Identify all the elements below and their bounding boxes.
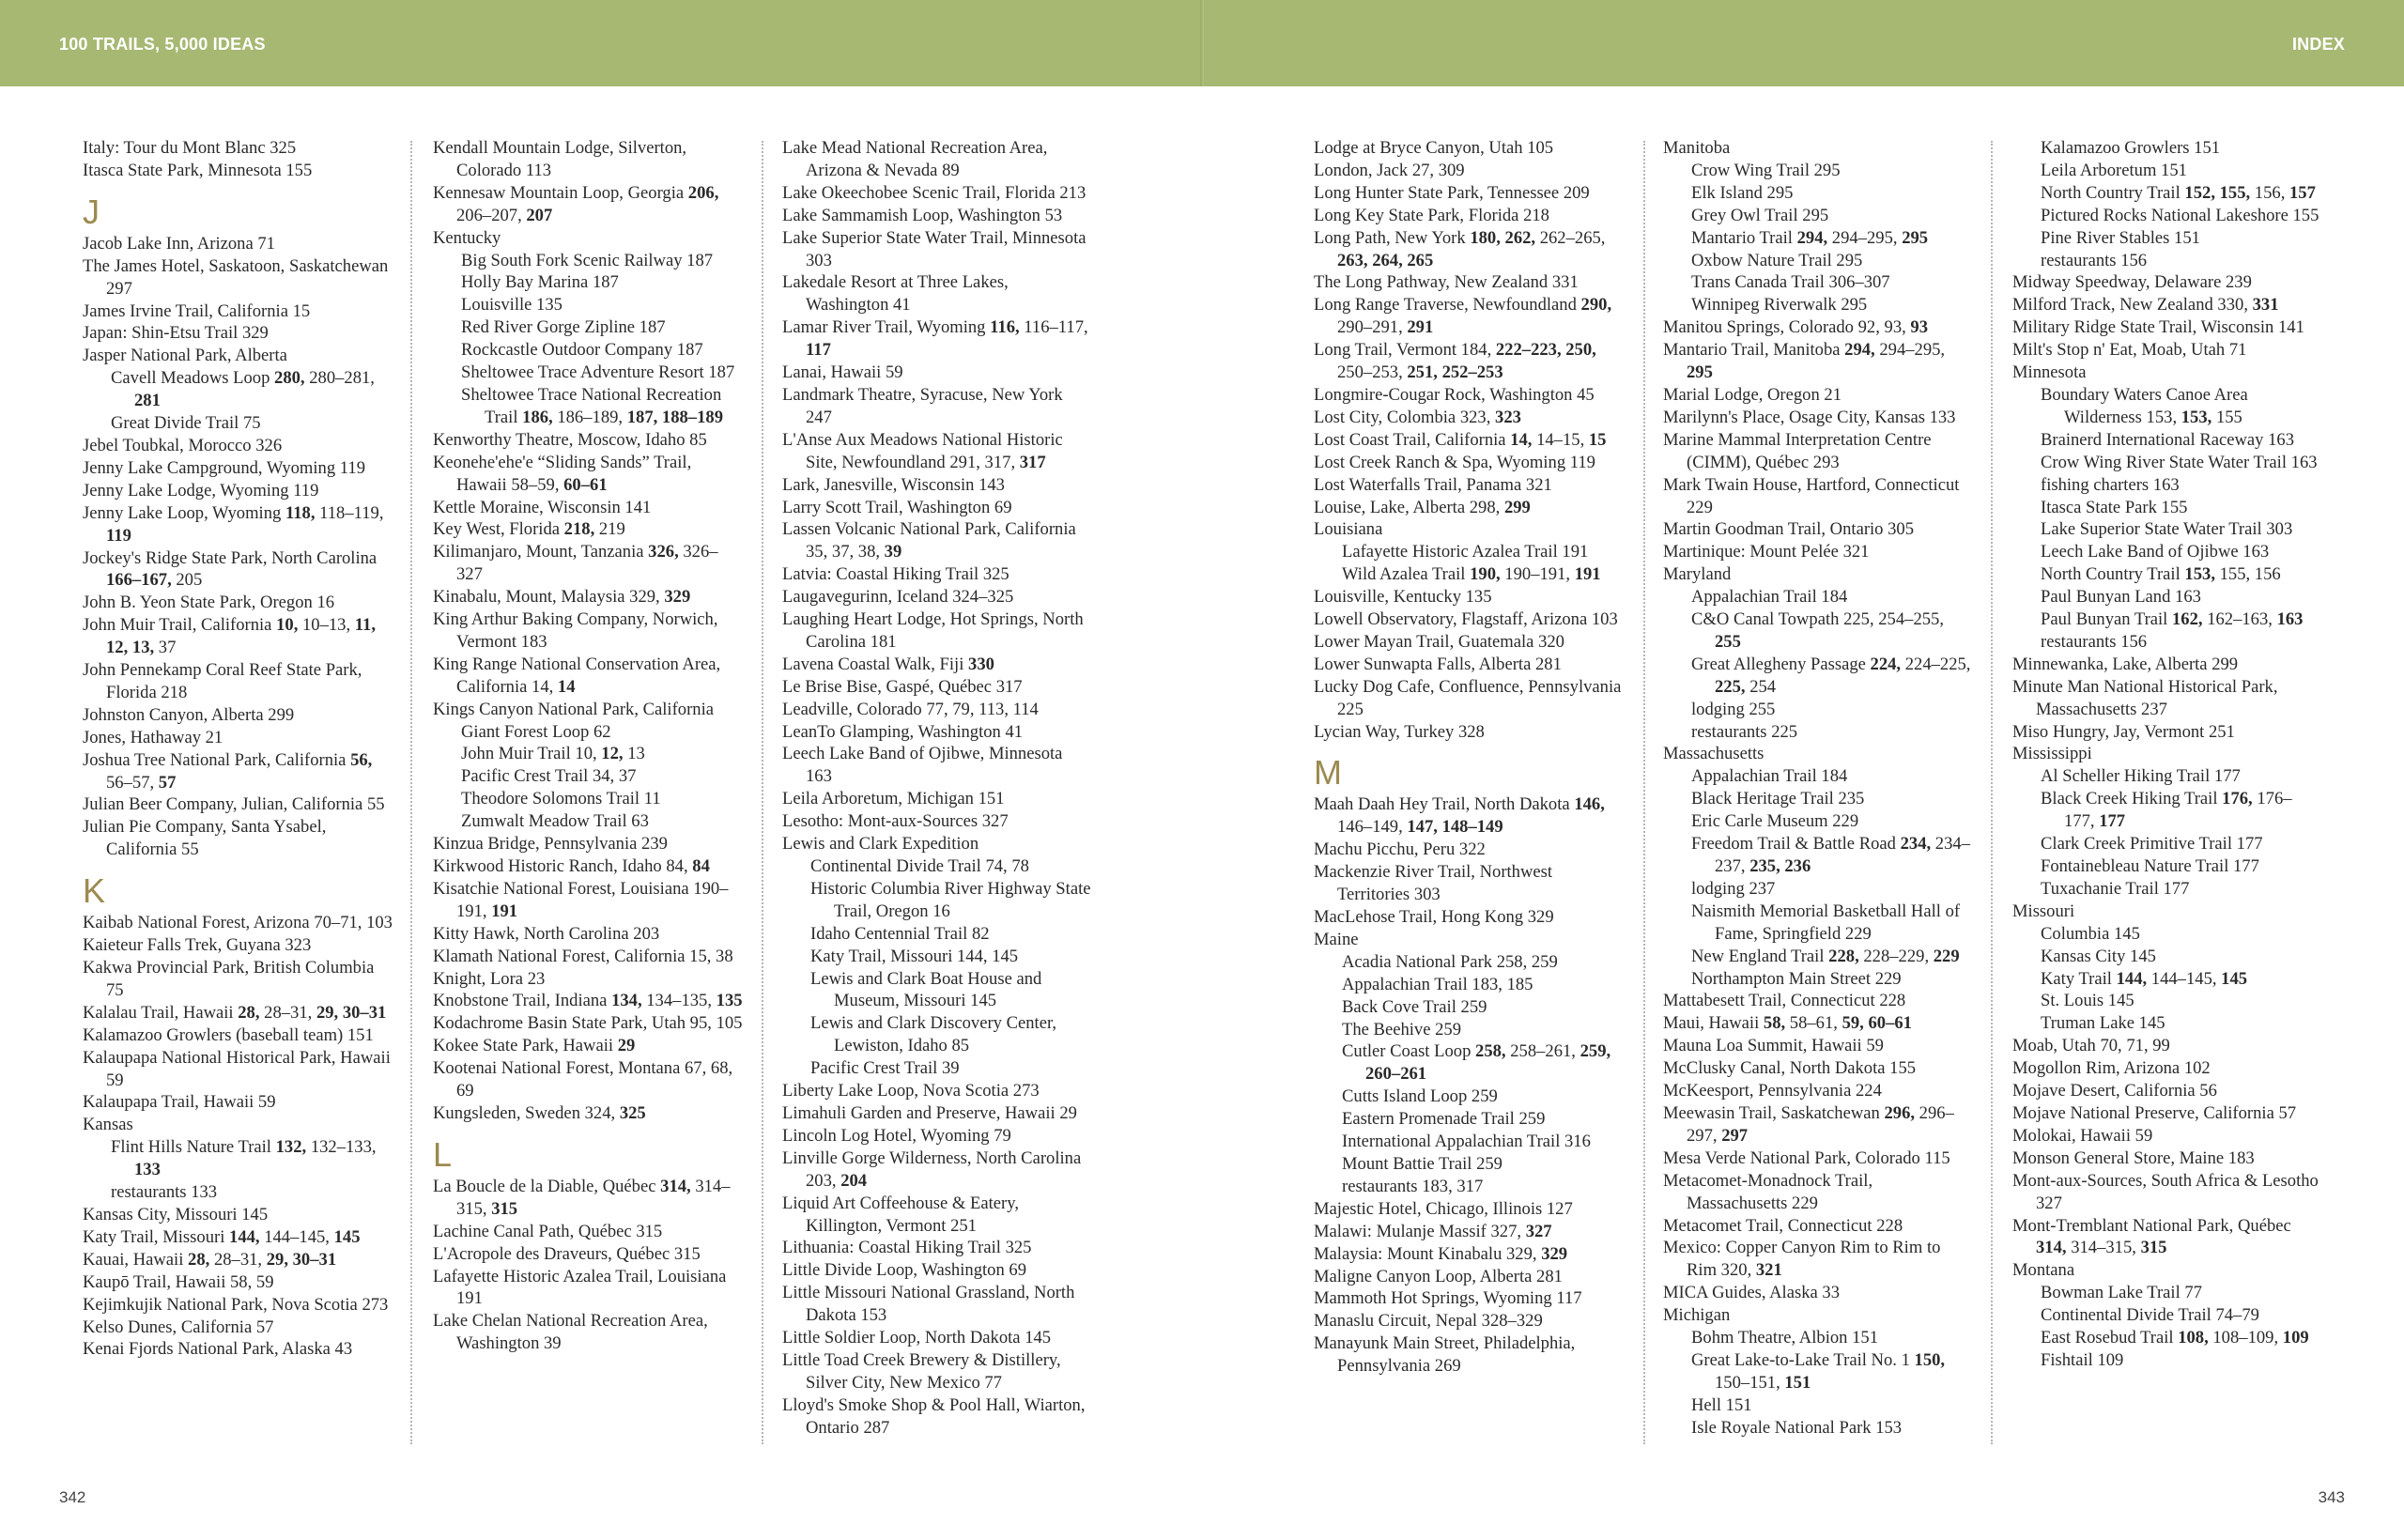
index-entry: Lower Sunwapta Falls, Alberta 281: [1314, 654, 1562, 674]
index-entry: Michigan: [1663, 1305, 1731, 1326]
index-entry: Military Ridge State Trail, Wisconsin 141: [2012, 317, 2304, 338]
index-subentry: lodging 255: [1691, 699, 1776, 719]
index-entry: Mont-Tremblant National Park, Québec 314, 314–315, 315: [2012, 1215, 2291, 1258]
index-subentry: Brainerd International Raceway 163: [2041, 429, 2295, 450]
index-entry: Kelso Dunes, California 57: [83, 1317, 274, 1337]
index-entry: London, Jack 27, 309: [1314, 160, 1465, 180]
index-entry: Moab, Utah 70, 71, 99: [2012, 1036, 2170, 1056]
section-letter: K: [83, 871, 106, 911]
index-subentry: Wild Azalea Trail 190, 190–191, 191: [1342, 564, 1601, 585]
index-subentry: The Beehive 259: [1342, 1019, 1462, 1040]
index-entry: Kaupō Trail, Hawaii 58, 59: [83, 1271, 274, 1292]
index-entry: Meewasin Trail, Saskatchewan 296, 296–297, 297: [1663, 1102, 1954, 1146]
index-subentry: Sheltowee Trace Adventure Resort 187: [461, 362, 735, 383]
index-subentry: Theodore Solomons Trail 11: [461, 789, 661, 809]
index-entry: Jenny Lake Loop, Wyoming 118, 118–119, 119: [83, 502, 384, 546]
index-entry: Little Missouri National Grassland, North Dakota 153: [782, 1283, 1075, 1326]
index-entry: Malaysia: Mount Kinabalu 329, 329: [1314, 1243, 1568, 1264]
index-subentry: Katy Trail 144, 144–145, 145: [2041, 968, 2248, 989]
index-entry: Mesa Verde National Park, Colorado 115: [1663, 1147, 1950, 1168]
index-entry: Marine Mammal Interpretation Centre (CIMM), Québec 293: [1663, 429, 1932, 472]
index-entry: Larry Scott Trail, Washington 69: [782, 497, 1012, 517]
index-entry: Kinabalu, Mount, Malaysia 329, 329: [433, 587, 691, 608]
index-entry: Itasca State Park, Minnesota 155: [83, 160, 313, 180]
index-subentry: Black Creek Hiking Trail 176, 176–177, 177: [2041, 789, 2292, 832]
index-entry: Italy: Tour du Mont Blanc 325: [83, 138, 297, 158]
index-entry: Lachine Canal Path, Québec 315: [433, 1221, 663, 1241]
index-subentry: Black Heritage Trail 235: [1691, 789, 1865, 809]
index-entry: Lake Superior State Water Trail, Minnesota 303: [782, 227, 1086, 270]
index-subentry: Lewis and Clark Boat House and Museum, Missouri 145: [810, 968, 1042, 1011]
index-subentry: Cutler Coast Loop 258, 258–261, 259, 260–261: [1342, 1041, 1611, 1085]
section-letter: M: [1314, 753, 1342, 793]
index-entry: Lassen Volcanic National Park, California 35, 37, 38, 39: [782, 519, 1076, 562]
index-subentry: Itasca State Park 155: [2041, 497, 2188, 517]
index-entry: Lloyd's Smoke Shop & Pool Hall, Wiarton, Ontario 287: [782, 1394, 1086, 1438]
index-entry: Kisatchie National Forest, Louisiana 190–191, 191: [433, 878, 729, 921]
book-title: 100 TRAILS, 5,000 IDEAS: [59, 35, 266, 54]
index-subentry: Continental Divide Trail 74–79: [2041, 1305, 2259, 1326]
index-subentry: Mantario Trail 294, 294–295, 295: [1691, 227, 1929, 248]
index-entry: Mojave National Preserve, California 57: [2012, 1102, 2297, 1123]
index-entry: Kodachrome Basin State Park, Utah 95, 105: [433, 1013, 743, 1034]
index-entry: Jones, Hathaway 21: [83, 727, 223, 747]
index-subentry: Columbia 145: [2041, 923, 2140, 944]
index-entry: Kenworthy Theatre, Moscow, Idaho 85: [433, 429, 707, 450]
index-entry: Louisville, Kentucky 135: [1314, 587, 1492, 608]
index-subentry: Katy Trail, Missouri 144, 145: [810, 946, 1019, 966]
index-entry: James Irvine Trail, California 15: [83, 300, 311, 321]
index-entry: John B. Yeon State Park, Oregon 16: [83, 593, 335, 613]
index-entry: Kalalau Trail, Hawaii 28, 28–31, 29, 30–31: [83, 1002, 387, 1023]
index-subentry: Mount Battie Trail 259: [1342, 1153, 1502, 1174]
index-entry: MICA Guides, Alaska 33: [1663, 1283, 1840, 1303]
index-entry: Kaieteur Falls Trek, Guyana 323: [83, 935, 312, 956]
index-entry: Katy Trail, Missouri 144, 144–145, 145: [83, 1226, 361, 1247]
index-entry: La Boucle de la Diable, Québec 314, 314–315, 315: [433, 1176, 731, 1219]
index-subentry: restaurants 225: [1691, 721, 1798, 742]
index-entry: Longmire-Cougar Rock, Washington 45: [1314, 384, 1595, 405]
page-spine: [1200, 0, 1204, 86]
index-subentry: Bowman Lake Trail 77: [2041, 1283, 2202, 1303]
index-entry: LeanTo Glamping, Washington 41: [782, 721, 1024, 742]
index-entry: The James Hotel, Saskatoon, Saskatchewan 297: [83, 255, 389, 299]
index-entry: Mississippi: [2012, 744, 2092, 764]
index-subentry: Great Divide Trail 75: [111, 413, 261, 434]
index-entry: Kirkwood Historic Ranch, Idaho 84, 84: [433, 856, 710, 876]
index-entry: Lost Waterfalls Trail, Panama 321: [1314, 474, 1552, 495]
index-entry: McClusky Canal, North Dakota 155: [1663, 1058, 1917, 1079]
index-subentry: Zumwalt Meadow Trail 63: [461, 811, 649, 832]
index-subentry: Sheltowee Trace National Recreation Trail 186, 186–189, 187, 188–189: [461, 384, 723, 427]
index-entry: Milford Track, New Zealand 330, 331: [2012, 295, 2279, 316]
index-subentry: Crow Wing River State Water Trail 163: [2041, 452, 2318, 472]
index-entry: John Muir Trail, California 10, 10–13, 11, 12, 13, 37: [83, 615, 376, 658]
index-entry: Johnston Canyon, Alberta 299: [83, 704, 295, 725]
section-title: INDEX: [2291, 35, 2345, 54]
index-entry: Maryland: [1663, 564, 1732, 585]
index-entry: Little Toad Creek Brewery & Distillery, Silver City, New Mexico 77: [782, 1349, 1061, 1393]
index-entry: Le Brise Bise, Gaspé, Québec 317: [782, 676, 1023, 697]
index-subentry: International Appalachian Trail 316: [1342, 1132, 1591, 1152]
index-subentry: Kalamazoo Growlers 151: [2041, 138, 2221, 158]
index-entry: Molokai, Hawaii 59: [2012, 1125, 2153, 1146]
index-entry: Lark, Janesville, Wisconsin 143: [782, 474, 1005, 495]
index-subentry: Trans Canada Trail 306–307: [1691, 272, 1890, 293]
index-entry: Liquid Art Coffeehouse & Eatery, Killington, Vermont 251: [782, 1193, 1019, 1236]
index-entry: Kootenai National Forest, Montana 67, 68, 69: [433, 1058, 733, 1101]
index-entry: Knight, Lora 23: [433, 968, 546, 989]
index-entry: Lower Mayan Trail, Guatemala 320: [1314, 631, 1564, 652]
index-entry: Kilimanjaro, Mount, Tanzania 326, 326–327: [433, 542, 718, 585]
index-entry: Leech Lake Band of Ojibwe, Minnesota 163: [782, 744, 1063, 787]
index-entry: King Range National Conservation Area, California 14, 14: [433, 654, 721, 697]
index-subentry: Lake Superior State Water Trail 303: [2041, 519, 2293, 540]
index-entry: Lewis and Clark Expedition: [782, 834, 979, 855]
index-entry: Lamar River Trail, Wyoming 116, 116–117, 117: [782, 317, 1088, 361]
index-entry: Laughing Heart Lodge, Hot Springs, North Carolina 181: [782, 609, 1084, 652]
index-entry: Kalamazoo Growlers (baseball team) 151: [83, 1024, 374, 1045]
index-entry: Klamath National Forest, California 15, 38: [433, 946, 733, 966]
index-entry: Key West, Florida 218, 219: [433, 519, 625, 540]
index-entry: Majestic Hotel, Chicago, Illinois 127: [1314, 1198, 1573, 1219]
index-column-5: [1663, 137, 1973, 1440]
index-entry: Knobstone Trail, Indiana 134, 134–135, 135: [433, 991, 743, 1011]
index-entry: Maah Daah Hey Trail, North Dakota 146, 146–149, 147, 148–149: [1314, 794, 1605, 838]
index-entry: Julian Pie Company, Santa Ysabel, California 55: [83, 817, 327, 860]
index-entry: Lost Coast Trail, California 14, 14–15, 15: [1314, 429, 1607, 450]
index-entry: Lake Chelan National Recreation Area, Washington 39: [433, 1311, 708, 1354]
index-entry: Jebel Toubkal, Morocco 326: [83, 435, 283, 455]
index-entry: Manitou Springs, Colorado 92, 93, 93: [1663, 317, 1929, 338]
index-entry: Missouri: [2012, 901, 2075, 921]
index-entry: Maine: [1314, 929, 1359, 949]
index-entry: Lavena Coastal Walk, Fiji 330: [782, 654, 994, 674]
index-subentry: Holly Bay Marina 187: [461, 272, 619, 293]
index-entry: Lithuania: Coastal Hiking Trail 325: [782, 1238, 1032, 1258]
index-entry: Minute Man National Historical Park, Massachusetts 237: [2012, 676, 2278, 719]
index-entry: Kalaupapa National Historical Park, Hawaii 59: [83, 1047, 391, 1090]
index-entry: Martin Goodman Trail, Ontario 305: [1663, 519, 1915, 540]
index-entry: Landmark Theatre, Syracuse, New York 247: [782, 384, 1063, 427]
index-entry: Kennesaw Mountain Loop, Georgia 206, 206–207, 207: [433, 182, 719, 225]
index-entry: MacLehose Trail, Hong Kong 329: [1314, 907, 1554, 927]
index-entry: Mackenzie River Trail, Northwest Territories 303: [1314, 862, 1553, 905]
index-subentry: restaurants 156: [2041, 250, 2148, 270]
index-entry: Little Divide Loop, Washington 69: [782, 1260, 1026, 1281]
index-subentry: Red River Gorge Zipline 187: [461, 317, 666, 338]
index-entry: Jockey's Ridge State Park, North Carolina 166–167, 205: [83, 547, 378, 591]
index-entry: Kinzua Bridge, Pennsylvania 239: [433, 834, 668, 855]
index-entry: Lycian Way, Turkey 328: [1314, 721, 1485, 742]
index-subentry: Leech Lake Band of Ojibwe 163: [2041, 542, 2270, 562]
index-entry: Lanai, Hawaii 59: [782, 362, 903, 383]
index-subentry: Clark Creek Primitive Trail 177: [2041, 834, 2263, 855]
index-subentry: Pictured Rocks National Lakeshore 155: [2041, 205, 2319, 225]
index-entry: Liberty Lake Loop, Nova Scotia 273: [782, 1081, 1040, 1101]
running-header: [0, 0, 2404, 86]
column-divider: [1643, 141, 1645, 1444]
index-entry: Lakedale Resort at Three Lakes, Washington 41: [782, 272, 1009, 316]
index-entry: Malawi: Mulanje Massif 327, 327: [1314, 1221, 1552, 1241]
index-subentry: Naismith Memorial Basketball Hall of Fame, Springfield 229: [1691, 901, 1961, 944]
index-subentry: Giant Forest Loop 62: [461, 721, 611, 742]
index-entry: Mexico: Copper Canyon Rim to Rim to Rim 320, 321: [1663, 1238, 1941, 1281]
index-entry: Jenny Lake Lodge, Wyoming 119: [83, 480, 319, 500]
index-entry: Kings Canyon National Park, California: [433, 699, 714, 719]
index-entry: Lesotho: Mont-aux-Sources 327: [782, 811, 1009, 832]
index-entry: Kejimkujik National Park, Nova Scotia 273: [83, 1294, 389, 1315]
index-entry: Kansas City, Missouri 145: [83, 1204, 269, 1224]
index-subentry: Louisville 135: [461, 295, 562, 316]
index-entry: King Arthur Baking Company, Norwich, Vermont 183: [433, 609, 718, 652]
page-number-left: 342: [59, 1488, 86, 1506]
section-letter: J: [83, 192, 100, 231]
index-entry: Martinique: Mount Pelée 321: [1663, 542, 1870, 562]
index-entry: Linville Gorge Wilderness, North Carolina 203, 204: [782, 1147, 1082, 1191]
index-subentry: Lewis and Clark Discovery Center, Lewiston, Idaho 85: [810, 1013, 1057, 1056]
index-entry: Kendall Mountain Lodge, Silverton, Colorado 113: [433, 138, 687, 180]
index-subentry: Tuxachanie Trail 177: [2041, 878, 2190, 899]
index-subentry: Kansas City 145: [2041, 946, 2156, 966]
index-column-4: [1314, 137, 1624, 1378]
index-entry: Manaslu Circuit, Nepal 328–329: [1314, 1311, 1543, 1332]
index-subentry: Back Cove Trail 259: [1342, 996, 1487, 1017]
index-subentry: Pine River Stables 151: [2041, 227, 2200, 248]
index-subentry: St. Louis 145: [2041, 991, 2134, 1011]
index-subentry: restaurants 133: [111, 1182, 218, 1203]
index-entry: Kitty Hawk, North Carolina 203: [433, 923, 660, 944]
index-entry: Kalaupapa Trail, Hawaii 59: [83, 1092, 276, 1113]
index-entry: Kungsleden, Sweden 324, 325: [433, 1102, 646, 1123]
index-subentry: Fontainebleau Nature Trail 177: [2041, 856, 2259, 876]
index-entry: Marial Lodge, Oregon 21: [1663, 384, 1842, 405]
index-entry: Joshua Tree National Park, California 56, 56–57, 57: [83, 749, 373, 793]
index-entry: Montana: [2012, 1260, 2075, 1281]
index-entry: The Long Pathway, New Zealand 331: [1314, 272, 1579, 293]
index-subentry: Cavell Meadows Loop 280, 280–281, 281: [111, 368, 375, 411]
index-entry: Limahuli Garden and Preserve, Hawaii 29: [782, 1102, 1077, 1123]
index-entry: Marilynn's Place, Osage City, Kansas 133: [1663, 407, 1956, 427]
index-entry: Lost Creek Ranch & Spa, Wyoming 119: [1314, 452, 1595, 472]
index-subentry: Appalachian Trail 184: [1691, 587, 1848, 608]
index-column-3: [782, 137, 1092, 1440]
index-entry: Milt's Stop n' Eat, Moab, Utah 71: [2012, 340, 2247, 361]
index-subentry: Truman Lake 145: [2041, 1013, 2165, 1034]
index-subentry: Al Scheller Hiking Trail 177: [2041, 766, 2241, 787]
index-subentry: North Country Trail 153, 155, 156: [2041, 564, 2281, 585]
index-subentry: East Rosebud Trail 108, 108–109, 109: [2041, 1328, 2309, 1348]
index-entry: Manitoba: [1663, 138, 1731, 158]
index-subentry: Winnipeg Riverwalk 295: [1691, 295, 1868, 316]
index-entry: Julian Beer Company, Julian, California 55: [83, 794, 385, 815]
index-entry: Lake Okeechobee Scenic Trail, Florida 213: [782, 182, 1086, 203]
index-entry: Mattabesett Trail, Connecticut 228: [1663, 991, 1906, 1011]
index-entry: Lincoln Log Hotel, Wyoming 79: [782, 1125, 1011, 1146]
column-divider: [410, 141, 412, 1444]
index-subentry: Pacific Crest Trail 39: [810, 1058, 960, 1079]
index-entry: McKeesport, Pennsylvania 224: [1663, 1081, 1882, 1101]
index-entry: L'Anse Aux Meadows National Historic Site, Newfoundland 291, 317, 317: [782, 429, 1063, 472]
index-subentry: Hell 151: [1691, 1394, 1752, 1415]
index-subentry: Freedom Trail & Battle Road 234, 234–237, 235, 236: [1691, 834, 1970, 876]
index-entry: John Pennekamp Coral Reef State Park, Florida 218: [83, 660, 362, 702]
index-subentry: Appalachian Trail 183, 185: [1342, 974, 1533, 994]
index-entry: Louisiana: [1314, 519, 1383, 540]
column-divider: [1991, 141, 1993, 1444]
index-subentry: Cutts Island Loop 259: [1342, 1086, 1498, 1107]
index-entry: Metacomet Trail, Connecticut 228: [1663, 1215, 1903, 1236]
index-subentry: Fishtail 109: [2041, 1349, 2124, 1370]
index-entry: Mammoth Hot Springs, Wyoming 117: [1314, 1288, 1582, 1309]
index-subentry: Big South Fork Scenic Railway 187: [461, 250, 714, 270]
index-subentry: restaurants 183, 317: [1342, 1176, 1484, 1196]
index-subentry: Leila Arboretum 151: [2041, 160, 2187, 180]
index-entry: Manayunk Main Street, Philadelphia, Pennsylvania 269: [1314, 1333, 1576, 1377]
index-entry: Lost City, Colombia 323, 323: [1314, 407, 1521, 427]
index-entry: L'Acropole des Draveurs, Québec 315: [433, 1243, 701, 1264]
index-entry: Mark Twain House, Hartford, Connecticut 229: [1663, 474, 1960, 517]
index-entry: Maligne Canyon Loop, Alberta 281: [1314, 1266, 1563, 1286]
index-entry: Little Soldier Loop, North Dakota 145: [782, 1328, 1052, 1348]
index-subentry: Appalachian Trail 184: [1691, 766, 1848, 787]
index-entry: Kenai Fjords National Park, Alaska 43: [83, 1339, 353, 1360]
index-subentry: Bohm Theatre, Albion 151: [1691, 1328, 1879, 1348]
column-divider: [762, 141, 763, 1444]
index-entry: Latvia: Coastal Hiking Trail 325: [782, 564, 1009, 585]
index-column-1: [83, 137, 393, 1361]
index-entry: Midway Speedway, Delaware 239: [2012, 272, 2252, 293]
index-entry: Long Trail, Vermont 184, 222–223, 250, 250–253, 251, 252–253: [1314, 340, 1596, 383]
index-entry: Long Path, New York 180, 262, 262–265, 263, 264, 265: [1314, 227, 1606, 270]
index-entry: Minnewanka, Lake, Alberta 299: [2012, 654, 2239, 674]
index-entry: Mauna Loa Summit, Hawaii 59: [1663, 1036, 1884, 1056]
index-subentry: Boundary Waters Canoe Area Wilderness 153, 153, 155: [2041, 384, 2248, 427]
index-subentry: fishing charters 163: [2041, 474, 2180, 495]
index-subentry: Flint Hills Nature Trail 132, 132–133, 133: [111, 1137, 377, 1180]
index-entry: Minnesota: [2012, 362, 2087, 383]
index-entry: Kakwa Provincial Park, British Columbia 75: [83, 958, 375, 1000]
index-entry: Mogollon Rim, Arizona 102: [2012, 1058, 2211, 1079]
section-letter: L: [433, 1134, 453, 1174]
index-entry: Mojave Desert, California 56: [2012, 1081, 2217, 1101]
index-subentry: Isle Royale National Park 153: [1691, 1417, 1903, 1438]
index-subentry: Northampton Main Street 229: [1691, 968, 1902, 989]
index-subentry: Historic Columbia River Highway State Trail, Oregon 16: [810, 878, 1091, 921]
index-entry: Kentucky: [433, 227, 501, 248]
index-subentry: Oxbow Nature Trail 295: [1691, 250, 1863, 270]
index-entry: Leila Arboretum, Michigan 151: [782, 789, 1005, 809]
index-entry: Long Key State Park, Florida 218: [1314, 205, 1549, 225]
index-subentry: Lafayette Historic Azalea Trail 191: [1342, 542, 1589, 562]
index-subentry: C&O Canal Towpath 225, 254–255, 255: [1691, 609, 1944, 652]
index-entry: Leadville, Colorado 77, 79, 113, 114: [782, 699, 1039, 719]
page-number-right: 343: [2318, 1488, 2345, 1506]
index-subentry: Idaho Centennial Trail 82: [810, 923, 990, 944]
index-entry: Laugavegurinn, Iceland 324–325: [782, 587, 1014, 608]
index-entry: Keonehe'ehe'e “Sliding Sands” Trail, Hawaii 58–59, 60–61: [433, 452, 692, 495]
index-entry: Kaibab National Forest, Arizona 70–71, 103: [83, 913, 393, 933]
index-subentry: New England Trail 228, 228–229, 229: [1691, 946, 1960, 966]
index-entry: Kettle Moraine, Wisconsin 141: [433, 497, 652, 517]
index-entry: Lodge at Bryce Canyon, Utah 105: [1314, 138, 1554, 158]
index-entry: Miso Hungry, Jay, Vermont 251: [2012, 721, 2235, 742]
index-entry: Monson General Store, Maine 183: [2012, 1147, 2255, 1168]
index-entry: Mont-aux-Sources, South Africa & Lesotho 327: [2012, 1170, 2319, 1213]
index-entry: Lowell Observatory, Flagstaff, Arizona 103: [1314, 609, 1618, 630]
index-subentry: Acadia National Park 258, 259: [1342, 951, 1558, 972]
index-subentry: Eastern Promenade Trail 259: [1342, 1109, 1546, 1130]
index-entry: Long Hunter State Park, Tennessee 209: [1314, 182, 1590, 203]
index-entry: Jenny Lake Campground, Wyoming 119: [83, 457, 365, 478]
index-subentry: Great Allegheny Passage 224, 224–225, 225, 254: [1691, 654, 1971, 697]
index-subentry: Grey Owl Trail 295: [1691, 205, 1829, 225]
index-entry: Long Range Traverse, Newfoundland 290, 290–291, 291: [1314, 295, 1612, 338]
index-entry: Mantario Trail, Manitoba 294, 294–295, 295: [1663, 340, 1946, 383]
index-subentry: Crow Wing Trail 295: [1691, 160, 1841, 180]
index-column-2: [433, 137, 743, 1355]
index-entry: Jasper National Park, Alberta: [83, 346, 287, 366]
index-entry: Kauai, Hawaii 28, 28–31, 29, 30–31: [83, 1249, 337, 1270]
index-entry: Jacob Lake Inn, Arizona 71: [83, 233, 275, 254]
index-entry: Lake Mead National Recreation Area, Arizona & Nevada 89: [782, 138, 1048, 180]
index-subentry: Paul Bunyan Land 163: [2041, 587, 2201, 608]
index-subentry: lodging 237: [1691, 878, 1776, 899]
index-entry: Massachusetts: [1663, 744, 1764, 764]
index-subentry: Eric Carle Museum 229: [1691, 811, 1859, 832]
index-subentry: Great Lake-to-Lake Trail No. 1 150, 150–151, 151: [1691, 1349, 1946, 1393]
index-subentry: Rockcastle Outdoor Company 187: [461, 340, 703, 361]
index-entry: Lake Sammamish Loop, Washington 53: [782, 205, 1063, 225]
index-subentry: Elk Island 295: [1691, 182, 1794, 203]
index-entry: Machu Picchu, Peru 322: [1314, 839, 1486, 860]
index-subentry: John Muir Trail 10, 12, 13: [461, 744, 645, 764]
index-entry: Lucky Dog Cafe, Confluence, Pennsylvania 225: [1314, 676, 1622, 719]
index-entry: Kansas: [83, 1115, 133, 1135]
index-entry: Kokee State Park, Hawaii 29: [433, 1036, 636, 1056]
index-subentry: Continental Divide Trail 74, 78: [810, 856, 1029, 876]
index-subentry: Paul Bunyan Trail 162, 162–163, 163: [2041, 609, 2304, 630]
index-subentry: North Country Trail 152, 155, 156, 157: [2041, 182, 2316, 203]
index-entry: Lafayette Historic Azalea Trail, Louisiana 191: [433, 1266, 727, 1309]
index-entry: Louise, Lake, Alberta 298, 299: [1314, 497, 1531, 517]
index-entry: Maui, Hawaii 58, 58–61, 59, 60–61: [1663, 1013, 1912, 1034]
index-entry: Japan: Shin-Etsu Trail 329: [83, 323, 269, 344]
index-entry: Metacomet-Monadnock Trail, Massachusetts 229: [1663, 1170, 1873, 1213]
index-subentry: Pacific Crest Trail 34, 37: [461, 766, 637, 787]
index-subentry: restaurants 156: [2041, 631, 2148, 652]
index-column-6: [2012, 137, 2322, 1372]
